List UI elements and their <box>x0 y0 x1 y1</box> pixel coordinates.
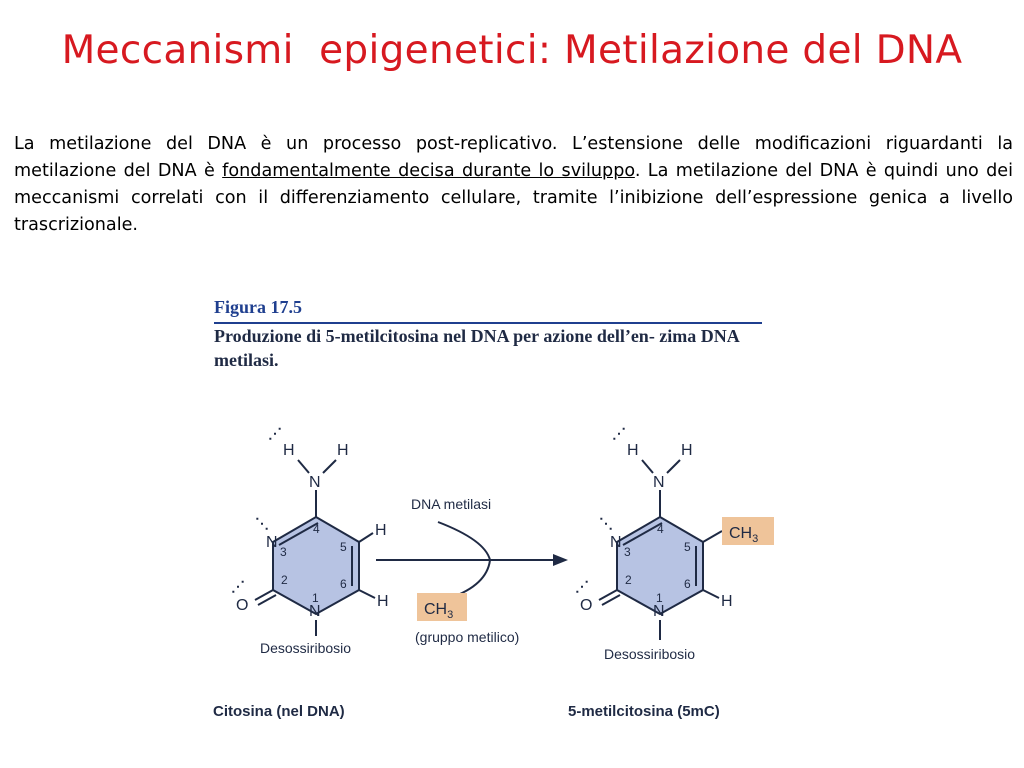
methylcytosine-hbond-dots-1: ⋰ <box>612 425 626 441</box>
cytosine-pos-6: 6 <box>340 577 347 591</box>
cytosine-pos-2: 2 <box>281 573 288 587</box>
enzyme-curve <box>438 522 490 560</box>
figure-caption: Produzione di 5-metilcitosina nel DNA per azione dell’en- zima DNA metilasi. <box>214 326 739 370</box>
cytosine-h6: H <box>377 593 389 610</box>
cytosine-hbond-dots-1: ⋰ <box>268 425 282 441</box>
enzyme-label: DNA metilasi <box>411 496 492 512</box>
methylcytosine-hbond-dots-2: ⋰ <box>575 578 589 594</box>
cytosine-amino-n: N <box>309 474 321 491</box>
cytosine-pos-1: 1 <box>312 591 319 605</box>
cytosine-h1: H <box>283 442 295 459</box>
methylcytosine-pos-4: 4 <box>657 522 664 536</box>
reaction-arrow-group <box>376 496 568 645</box>
cytosine-pos-4: 4 <box>313 522 320 536</box>
methylcytosine-name: 5-metilcitosina (5mC) <box>568 703 720 720</box>
cytosine-pos-5: 5 <box>340 540 347 554</box>
cytosine-hbond-dots-3: ⋱ <box>255 515 269 531</box>
methylcytosine-pos-3: 3 <box>624 545 631 559</box>
paragraph-underlined-text: fondamentalmente decisa durante lo sviluppo <box>222 161 635 181</box>
cytosine-h5: H <box>375 522 387 539</box>
methyl-group-note: (gruppo metilico) <box>415 629 520 645</box>
methylcytosine-oxygen: O <box>580 597 593 614</box>
methylcytosine-n3: N <box>610 534 622 551</box>
cytosine-pos-3: 3 <box>280 545 287 559</box>
methylcytosine-hbond-dots-3: ⋱ <box>599 515 613 531</box>
figure-label: Figura 17.5 <box>214 297 302 317</box>
methylcytosine-ch3: $CH_3$ <box>729 525 759 545</box>
cytosine-hbond-dots-2: ⋰ <box>231 578 245 594</box>
cytosine-oxygen: O <box>236 597 249 614</box>
methylcytosine-h1: H <box>627 442 639 459</box>
methylcytosine-pos-6: 6 <box>684 577 691 591</box>
methylcytosine-pos-5: 5 <box>684 540 691 554</box>
cytosine-molecule <box>213 425 389 720</box>
cytosine-h2: H <box>337 442 349 459</box>
methylcytosine-sugar-label: Desossiribosio <box>604 646 696 662</box>
methylcytosine-h2: H <box>681 442 693 459</box>
methylcytosine-molecule <box>568 425 774 720</box>
cytosine-n1: N <box>309 603 321 620</box>
methylcytosine-h6: H <box>721 593 733 610</box>
cytosine-n3: N <box>266 534 278 551</box>
methylcytosine-amino-n: N <box>653 474 665 491</box>
slide-title: Meccanismi epigenetici: Metilazione del DNA <box>61 28 963 73</box>
methyl-group-label: $CH_3$ <box>424 601 454 621</box>
reaction-arrowhead <box>553 554 568 566</box>
subscript-3: 3 <box>447 609 454 621</box>
methyl-curve <box>450 560 490 598</box>
methylcytosine-pos-2: 2 <box>625 573 632 587</box>
methylcytosine-pos-1: 1 <box>656 591 663 605</box>
cytosine-sugar-label: Desossiribosio <box>260 640 352 656</box>
subscript-3: 3 <box>752 533 759 545</box>
paragraph-text-1: La metilazione del DNA è un processo post-replicativo. L’estensione delle modificazioni riguardanti la metilazione del DNA è <box>14 134 1013 181</box>
cytosine-name: Citosina (nel DNA) <box>213 703 345 720</box>
paragraph-text-2: . La metilazione del DNA è quindi uno dei meccanismi correlati con il differenziamento cellulare, tramite l’inibizione dell’espressione genica a livello trascrizionale. <box>14 161 1013 235</box>
methylcytosine-n1: N <box>653 603 665 620</box>
